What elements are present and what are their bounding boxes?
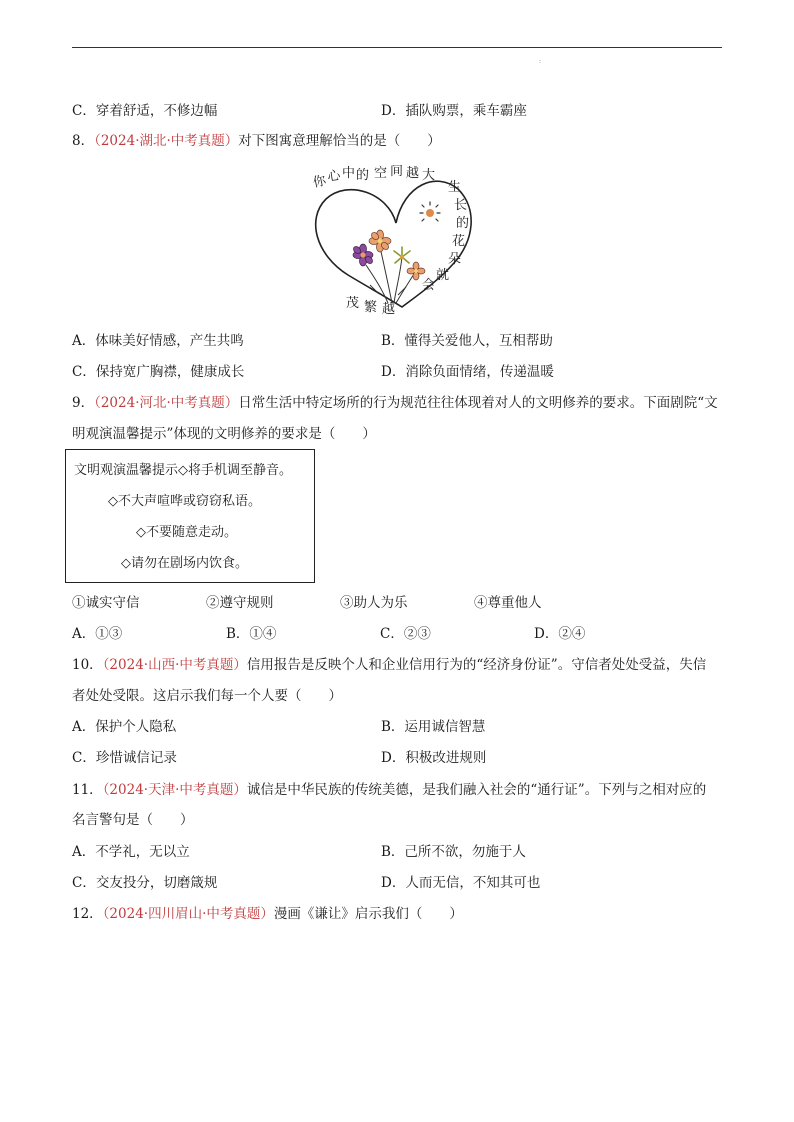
- question-source: （2024·湖北·中考真题）: [94, 133, 239, 149]
- q8-option-c: C．保持宽广胸襟，健康成长: [72, 364, 245, 380]
- svg-text:会: 会: [422, 278, 436, 293]
- q11-option-d: D．人而无信，不知其可也: [381, 875, 541, 891]
- question-source: （2024·山西·中考真题）: [102, 657, 247, 673]
- svg-text:花: 花: [452, 234, 466, 249]
- notice-line: ◇不大声喧哗或窃窃私语。: [108, 494, 261, 509]
- heart-drawing-icon: [308, 165, 488, 315]
- q10-option-c: C．珍惜诚信记录: [72, 750, 177, 766]
- q8-option-a: A．体味美好情感，产生共鸣: [72, 333, 244, 349]
- question-text: 信用报告是反映个人和企业信用行为的“经济身份证”。守信者处处受益，失信: [246, 657, 707, 673]
- svg-text:长: 长: [454, 198, 468, 213]
- question-8-stem: [72, 131, 441, 151]
- question-9-stem-cont: 明观演温馨提示”体现的文明修养的要求是（ ）: [72, 426, 376, 442]
- notice-line: ◇不要随意走动。: [136, 525, 237, 540]
- question-text: 诚信是中华民族的传统美德，是我们融入社会的“通行证”。下列与之相对应的: [246, 782, 707, 798]
- q10-option-d: D．积极改进规则: [381, 750, 487, 766]
- svg-text:空: 空: [374, 166, 388, 181]
- q8-option-d: D．消除负面情绪，传递温暖: [381, 364, 554, 380]
- svg-text:就: 就: [436, 268, 450, 283]
- question-source: （2024·四川眉山·中考真题）: [102, 906, 274, 922]
- svg-text:大: 大: [422, 168, 436, 183]
- svg-text:朵: 朵: [448, 252, 462, 267]
- svg-text:你: 你: [311, 173, 328, 191]
- question-number: 11．: [72, 782, 103, 798]
- svg-text:的: 的: [456, 216, 470, 231]
- q7-option-d: D．插队购票，乘车霸座: [381, 103, 527, 119]
- q10-option-a: A．保护个人隐私: [72, 719, 177, 735]
- question-text: 漫画《谦让》启示我们（ ）: [273, 906, 463, 922]
- theater-notice-box: [65, 449, 315, 583]
- q11-option-b: B．己所不欲，勿施于人: [381, 844, 526, 860]
- question-text: 日常生活中特定场所的行为规范往往体现着对人的文明修养的要求。下面剧院“文: [238, 395, 718, 411]
- q9-option-c: C．②③: [380, 626, 431, 642]
- question-number: 8．: [72, 133, 95, 149]
- svg-text:茂: 茂: [346, 296, 360, 311]
- question-number: 12．: [72, 906, 103, 922]
- question-10-stem-cont: 者处处受限。这启示我们每一个人要（ ）: [72, 688, 342, 704]
- svg-text:的: 的: [356, 168, 370, 183]
- q9-statement-3: ③助人为乐: [340, 595, 408, 611]
- heart-flower-illustration: [308, 165, 488, 315]
- svg-text:繁: 繁: [364, 300, 378, 315]
- question-10-stem: [72, 655, 706, 675]
- question-9-stem: [72, 393, 718, 413]
- svg-text:越: 越: [406, 166, 420, 181]
- q8-option-b: B．懂得关爱他人，互相帮助: [381, 333, 553, 349]
- q9-option-b: B．①④: [226, 626, 277, 642]
- question-source: （2024·天津·中考真题）: [102, 782, 247, 798]
- q9-statement-4: ④尊重他人: [474, 595, 542, 611]
- question-text: 对下图寓意理解恰当的是（ ）: [238, 133, 441, 149]
- question-number: 9．: [72, 395, 95, 411]
- question-12-stem: [72, 904, 463, 924]
- notice-line: 文明观演温馨提示◇将手机调至静音。: [74, 463, 292, 478]
- question-source: （2024·河北·中考真题）: [94, 395, 239, 411]
- q9-option-a: A．①③: [72, 626, 123, 642]
- question-11-stem-cont: 名言警句是（ ）: [72, 812, 194, 828]
- header-mark: :: [539, 58, 542, 65]
- q11-option-a: A．不学礼，无以立: [72, 844, 190, 860]
- notice-line: ◇请勿在剧场内饮食。: [121, 556, 248, 571]
- svg-text:中: 中: [342, 166, 356, 181]
- q7-option-c: C．穿着舒适，不修边幅: [72, 103, 218, 119]
- svg-text:生: 生: [448, 180, 462, 195]
- q9-option-d: D．②④: [534, 626, 586, 642]
- svg-text:间: 间: [390, 165, 404, 179]
- question-11-stem: [72, 780, 706, 800]
- svg-text:心: 心: [326, 168, 342, 185]
- header-rule: [72, 47, 722, 48]
- svg-text:越: 越: [382, 302, 396, 315]
- q9-statement-2: ②遵守规则: [206, 595, 274, 611]
- q10-option-b: B．运用诚信智慧: [381, 719, 486, 735]
- q11-option-c: C．交友投分，切磨箴规: [72, 875, 218, 891]
- q9-statement-1: ①诚实守信: [72, 595, 140, 611]
- question-number: 10．: [72, 657, 103, 673]
